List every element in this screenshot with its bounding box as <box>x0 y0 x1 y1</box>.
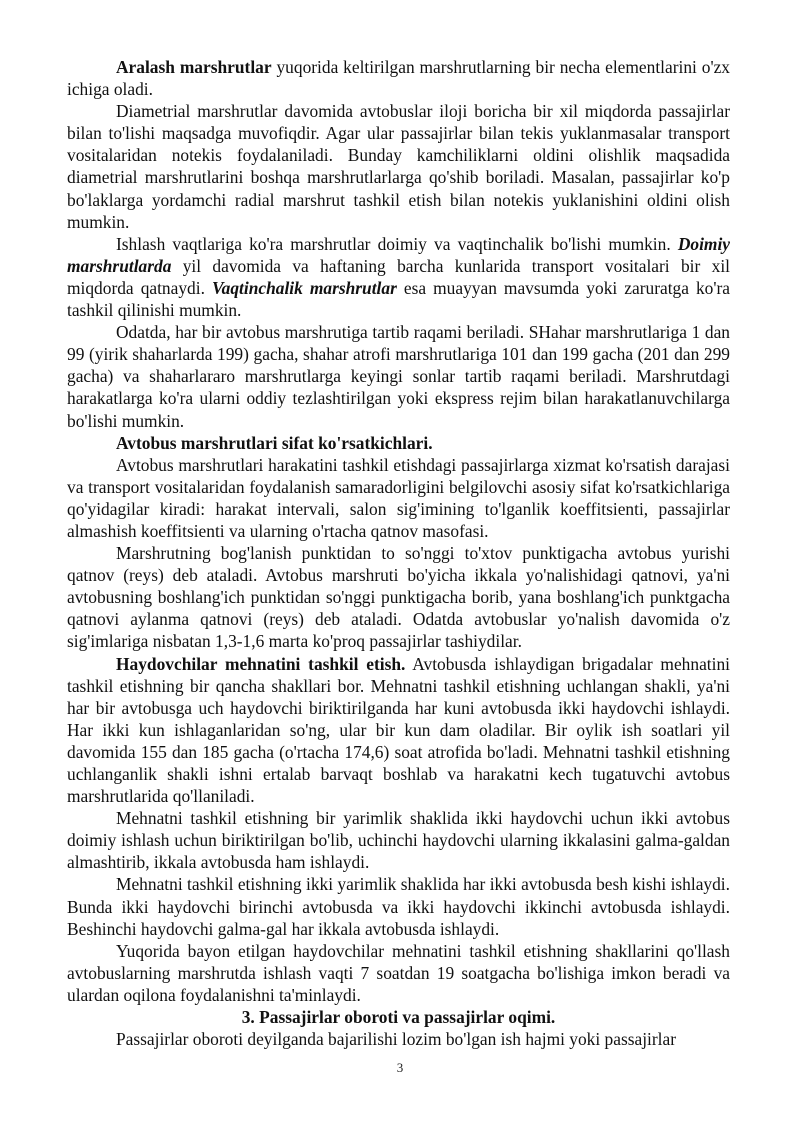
bold-text: Aralash marshrutlar <box>116 57 272 77</box>
text-run: Ishlash vaqtlariga ko'ra marshrutlar doimiy va vaqtinchalik bo'lishi mumkin. <box>116 233 678 254</box>
text-run: yil davomida va haftaning barcha kunlarida transport vositalari bir xil miqdorda qatnaydi. <box>67 255 730 298</box>
bold-italic-text: Doimiy marshrutlarda <box>67 233 730 276</box>
section-heading <box>67 432 730 454</box>
text-run: Avtobusda ishlaydigan brigadalar mehnatini tashkil etishning bir qancha shakllari bor. Mehnatni tashkil etishning uchlangan shakli, ya'ni har bir avtobusga uch haydovchi biriktirilganda har kuni avtobusda ikki haydovchi ishlaydi. Har ikki kun ishlaganlaridan so'ng, ular bir kun dam oladilar. Bir oylik ish soatlari yil davomida 155 dan 185 gacha (o'rtacha 174,6) soat atrofida bo'ladi. Mehnatni tashkil etishning uchlanganlik shakli ishni ertalab barvaqt boshlab va harakatni kech tugatuvchi avtobus marshrutlarida qo'llaniladi. <box>67 653 730 807</box>
paragraph <box>67 100 730 233</box>
bold-text: Avtobus marshrutlari sifat ko'rsatkichlari. <box>116 432 433 453</box>
document-body <box>67 56 730 1050</box>
text-run: Avtobus marshrutlari harakatini tashkil etishdagi passajirlarga xizmat ko'rsatish darajasi va transport vositalaridan foydalanish samaradorligini belgilovchi asosiy sifat ko'rsatkichlariga qo'yidagilar kiradi: harakat intervali, salon sig'imining to'lganlik koeffitsienti, passajirlar almashish koeffitsienti va ularning o'rtacha qatnov masofasi. <box>67 454 730 541</box>
paragraph <box>67 940 730 1006</box>
text-run: Passajirlar oboroti deyilganda bajarilishi lozim bo'lgan ish hajmi yoki passajirlar <box>116 1029 676 1050</box>
section-heading <box>67 1006 730 1028</box>
paragraph <box>67 653 730 808</box>
paragraph <box>67 873 730 939</box>
text-run: esa muayyan mavsumda yoki zaruratga ko'ra tashkil qilinishi mumkin. <box>67 277 731 321</box>
bold-italic-text: Vaqtinchalik marshrutlar <box>211 277 397 298</box>
paragraph <box>67 233 730 321</box>
text-run: Marshrutning bog'lanish punktidan to so'nggi to'xtov punktigacha avtobus yurishi qatnov (reys) deb ataladi. Avtobus marshruti bo'yicha ikkala yo'nalishidagi qatnovi, ya'ni avtobusning boshlang'ich punktidan so'nggi punktigacha borib, yana boshlang'ich punktgacha qatnovi aylanma qatnovi (reys) deb ataladi. Odatda avtobuslar yo'nalish davomida o'z sig'imlariga nisbatan 1,3-1,6 marta ko'proq passajirlar tashiydilar. <box>67 543 730 652</box>
page-number: 3 <box>396 1060 404 1075</box>
text-run: Yuqorida bayon etilgan haydovchilar mehnatini tashkil etishning shakllarini qo'llash avtobuslarning marshrutda ishlash vaqti 7 soatdan 19 soatgacha bo'lishiga imkon beradi va ulardan oqilona foydalanishni ta'minlaydi. <box>67 940 730 1005</box>
text-run: Odatda, har bir avtobus marshrutiga tartib raqami beriladi. SHahar marshrutlariga 1 dan 99 (yirik shaharlarda 199) gacha, shahar atrofi marshrutlariga 101 dan 199 gacha (201 dan 299 gacha) va shaharlararo marshrutlarga keyingi sonlar tartib raqami beriladi. Marshrutdagi harakatlarga ko'ra ularni oddiy tezlashtirilgan yoki ekspress rejim bilan harakatlanuvchilarga bo'lishi mumkin. <box>67 322 730 431</box>
bold-text: Haydovchilar mehnatini tashkil etish. <box>116 653 406 674</box>
text-run: Diametrial marshrutlar davomida avtobuslar iloji boricha bir xil miqdorda passajirlar bilan to'lishi maqsadga muvofiqdir. Agar ular passajirlar bilan tekis yuklanmasalar transport vositalaridan notekis foydalaniladi. Bunday kamchiliklarni oldini olishlik maqsadida diametrial marshrutlarini boshqa marshrutlarlarga qo'shib boriladi. Masalan, passajirlar ko'p bo'laklarga yordamchi radial marshrut tashkil etish bilan notekis yuklanishini oldini olish mumkin. <box>67 101 730 232</box>
paragraph <box>67 56 730 100</box>
text-run: Mehnatni tashkil etishning bir yarimlik shaklida ikki haydovchi uchun ikki avtobus doimiy ishlash uchun biriktirilgan bo'lib, uchinchi haydovchi ularning ikkalasini galma-galdan almashtirib, ikkala avtobusda ham ishlaydi. <box>67 808 730 873</box>
text-run: Mehnatni tashkil etishning ikki yarimlik shaklida har ikki avtobusda besh kishi ishlaydi. Bunda ikki haydovchi birinchi avtobusda va ikki haydovchi ikkinchi avtobusda ishlaydi. Beshinchi haydovchi galma-gal har ikkala avtobusda ishlaydi. <box>67 874 730 939</box>
paragraph <box>67 1028 730 1050</box>
paragraph <box>67 542 730 652</box>
text-run: yuqorida keltirilgan marshrutlarning bir necha elementlarini o'zx ichiga oladi. <box>67 57 730 100</box>
paragraph <box>67 321 730 431</box>
paragraph <box>67 454 730 542</box>
bold-text: 3. Passajirlar oboroti va passajirlar oqimi. <box>241 1007 556 1028</box>
paragraph <box>67 807 730 873</box>
